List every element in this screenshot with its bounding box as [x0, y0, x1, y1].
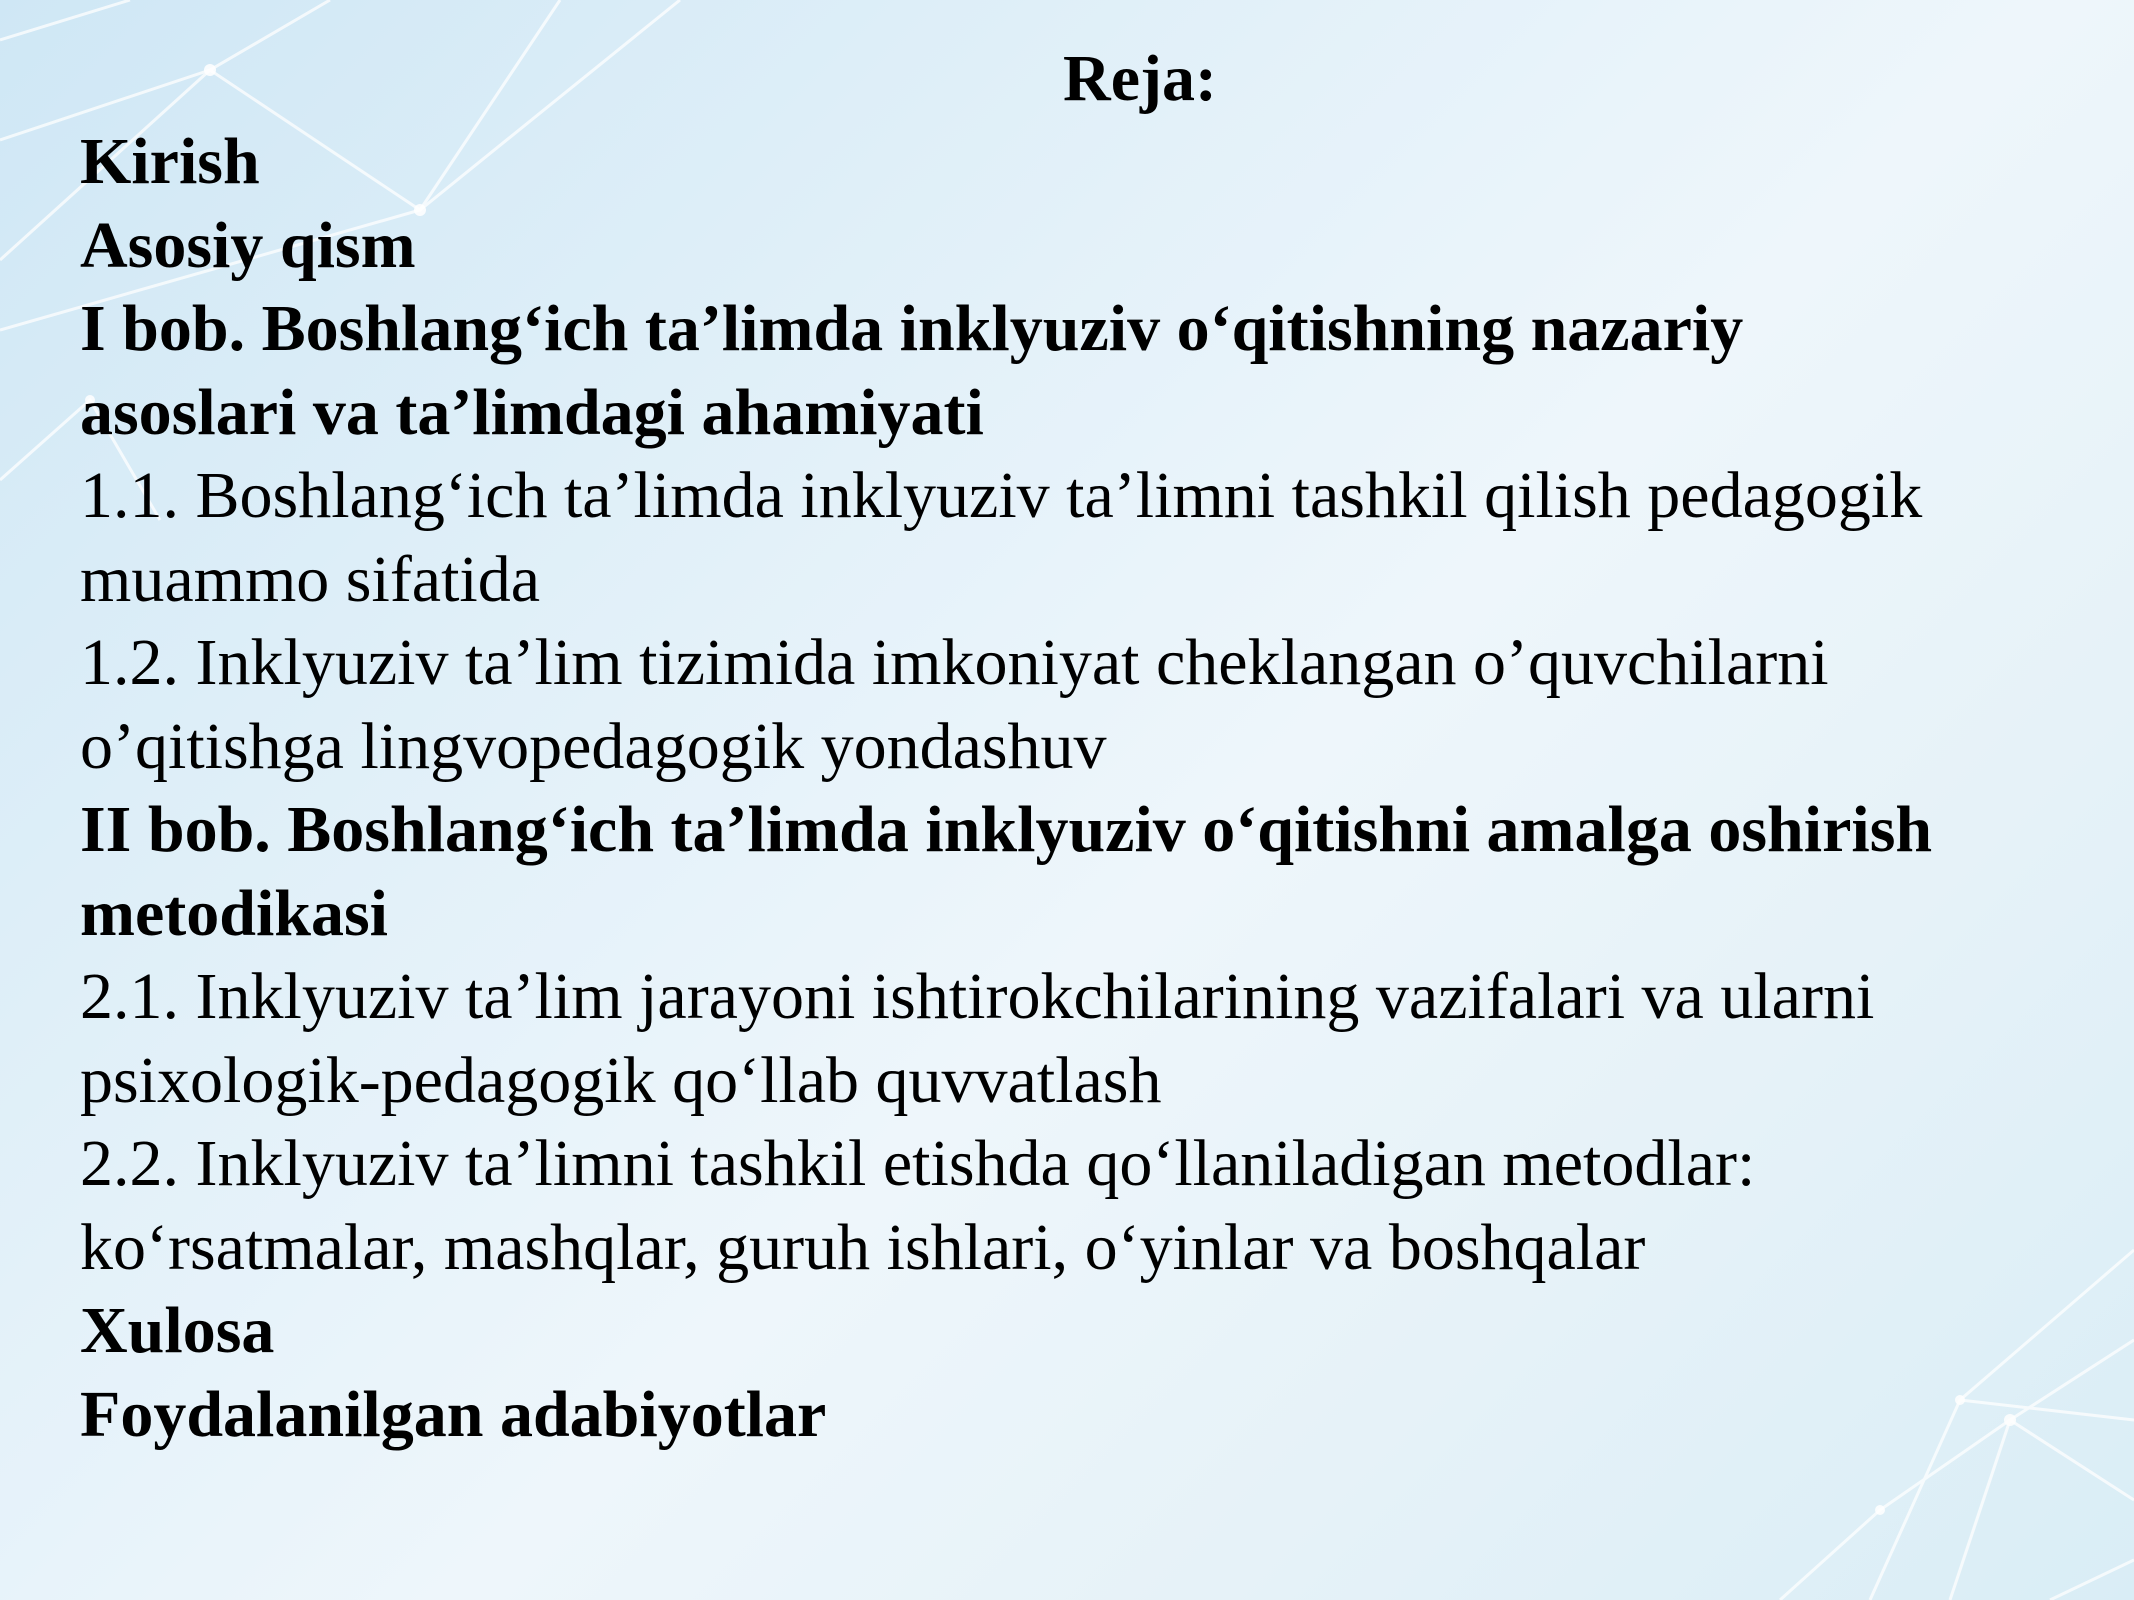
plan-heading-line: Asosiy qism [80, 208, 416, 282]
plan-item-line: o’qitishga lingvopedagogik yondashuv [80, 709, 1107, 783]
plan-heading-line: I bob. Boshlang‘ich ta’limda inklyuziv o‘qitishning nazariy [80, 292, 1744, 365]
plan-item-line: 1.1. Boshlang‘ich ta’limda inklyuziv ta’limni tashkil qilish pedagogik [80, 459, 1923, 532]
plan-heading-line: Xulosa [80, 1294, 275, 1367]
plan-heading-line: Kirish [80, 125, 260, 198]
plan-list [80, 120, 2090, 1456]
plan-content [80, 38, 2090, 1456]
plan-item-line: muammo sifatida [80, 542, 541, 616]
plan-item-line: psixologik-pedagogik qo‘llab quvvatlash [80, 1043, 1162, 1117]
plan-heading-line: metodikasi [80, 876, 389, 950]
plan-item-line: 1.2. Inklyuziv ta’lim tizimida imkoniyat cheklangan o’quvchilarni [80, 626, 1829, 699]
slide-title: Reja: [1063, 42, 1217, 115]
plan-item-line: 2.1. Inklyuziv ta’lim jarayoni ishtirokchilarining vazifalari va ularni [80, 960, 1875, 1033]
plan-item-line: 2.2. Inklyuziv ta’limni tashkil etishda qo‘llaniladigan metodlar: [80, 1127, 1756, 1200]
plan-heading-line: asoslari va ta’limdagi ahamiyati [80, 375, 984, 449]
plan-heading-line: Foydalanilgan adabiyotlar [80, 1377, 827, 1451]
plan-heading-line: II bob. Boshlang‘ich ta’limda inklyuziv o‘qitishni amalga oshirish [80, 793, 1933, 866]
plan-item-line: ko‘rsatmalar, mashqlar, guruh ishlari, o‘yinlar va boshqalar [80, 1210, 1646, 1284]
